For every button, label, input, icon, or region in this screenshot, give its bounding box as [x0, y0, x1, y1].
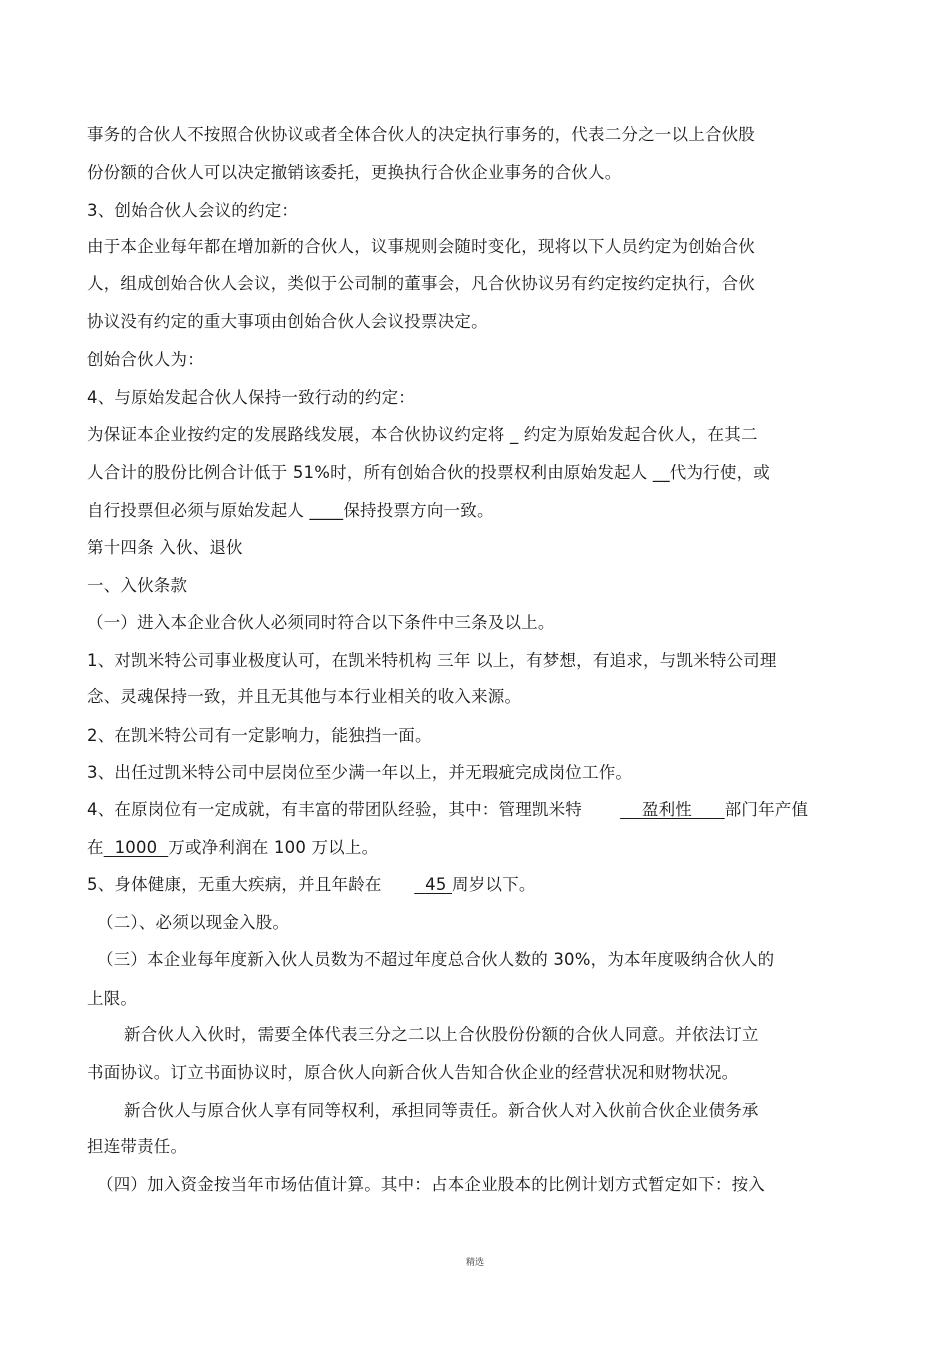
text-line: 新合伙人与原合伙人享有同等权利，承担同等责任。新合伙人对入伙前合伙企业债务承 — [124, 1101, 759, 1120]
text-part: 周岁以下。 — [452, 875, 536, 894]
text-line: 上限。 — [87, 989, 138, 1008]
text-line — [87, 874, 536, 896]
text-line: （四）加入资金按当年市场估值计算。其中：占本企业股本的比例计划方式暂定如下：按入 — [97, 1175, 765, 1194]
text-line: 协议没有约定的重大事项由创始合伙人会议投票决定。 — [87, 312, 488, 331]
text-line: 事务的合伙人不按照合伙协议或者全体合伙人的决定执行事务的，代表二分之一以上合伙股 — [87, 125, 755, 144]
article-heading: 第十四条 入伙、退伙 — [87, 538, 243, 557]
text-line: 自行投票但必须与原始发起人 ____保持投票方向一致。 — [87, 501, 494, 520]
underlined-value: 盈利性 — [641, 800, 693, 819]
text-line: 担连带责任。 — [87, 1137, 188, 1156]
text-line: （一）进入本企业合伙人必须同时符合以下条件中三条及以上。 — [87, 613, 555, 632]
text-line: 书面协议。订立书面协议时，原合伙人向新合伙人告知合伙企业的经营状况和财物状况。 — [87, 1063, 739, 1082]
underlined-value: 45 — [425, 875, 447, 894]
text-line: 由于本企业每年都在增加新的合伙人，议事规则会随时变化，现将以下人员约定为创始合伙 — [87, 237, 755, 256]
text-part: 万或净利润在 100 万以上。 — [168, 838, 379, 857]
text-line — [87, 799, 808, 821]
text-line: 2、在凯米特公司有一定影响力，能独挡一面。 — [87, 726, 432, 745]
page-footer: 精选 — [465, 1258, 484, 1268]
section-heading: 3、创始合伙人会议的约定： — [87, 201, 299, 220]
text-line: 人合计的股份比例合计低于 51%时，所有创始合伙的投票权利由原始发起人 __代为行使，或 — [87, 463, 770, 482]
text-line: 1、对凯米特公司事业极度认可，在凯米特机构 三年 以上，有梦想，有追求，与凯米特公司理 — [87, 651, 777, 670]
text-line: 为保证本企业按约定的发展路线发展，本合伙协议约定将 _ 约定为原始发起合伙人，在其二 — [87, 425, 758, 444]
text-line — [87, 837, 378, 859]
text-line: （二）、必须以现金入股。 — [97, 913, 290, 932]
text-part: 4、在原岗位有一定成就，有丰富的带团队经验，其中：管理凯米特 — [87, 800, 582, 819]
section-heading: 一、入伙条款 — [87, 576, 188, 595]
text-line: 份份额的合伙人可以决定撤销该委托，更换执行合伙企业事务的合伙人。 — [87, 163, 622, 182]
text-line: 人，组成创始合伙人会议，类似于公司制的董事会，凡合伙协议另有约定按约定执行，合伙 — [87, 274, 755, 293]
text-line: 创始合伙人为： — [87, 350, 204, 369]
text-line: 新合伙人入伙时，需要全体代表三分之二以上合伙股份份额的合伙人同意。并依法订立 — [124, 1025, 759, 1044]
text-line: 3、出任过凯米特公司中层岗位至少满一年以上，并无瑕疵完成岗位工作。 — [87, 763, 633, 782]
section-heading: 4、与原始发起合伙人保持一致行动的约定： — [87, 388, 415, 407]
text-part: 部门年产值 — [724, 800, 809, 819]
text-part: 5、身体健康，无重大疾病，并且年龄在 — [87, 875, 382, 894]
text-line: （三）本企业每年度新入伙人员数为不超过年度总合伙人数的 30%，为本年度吸纳合伙人的 — [97, 950, 775, 969]
text-line: 念、灵魂保持一致，并且无其他与本行业相关的收入来源。 — [87, 687, 522, 706]
underlined-value: 1000 — [114, 838, 158, 857]
text-part: 在 — [87, 838, 104, 857]
